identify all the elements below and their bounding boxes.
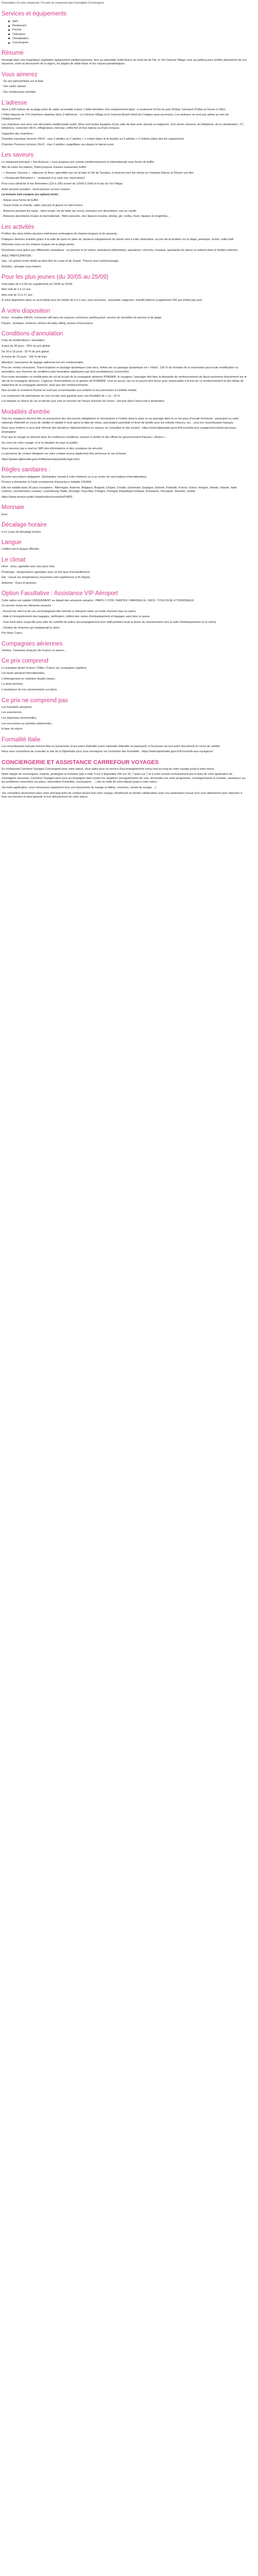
- paragraph: Pratiquez diverses activités grâce à la salle de sport en plein air, plusieurs équipements de sports sont à votre disposition, au prix de la location sur la plage, pétanque, tennis, volley-ball.: [2, 238, 234, 241]
- section: [2, 641, 248, 653]
- paragraph: Mini club de 3 à 12 ans: [2, 288, 31, 292]
- paragraph: Situé à 200 mètres de sa plage privé de sable accessible à pied. L'hôtel bénéficie d'un emplacement idéal : à seulement 10 km du port d'Olbia, l'aéroport d'Olbia se trouve à 15km.: [2, 108, 227, 111]
- section: [2, 737, 248, 754]
- paragraph: Profitez des deux belles piscines extérieures aménagées de chaises longues et de parasols.: [2, 232, 118, 236]
- paragraph: La demi-pension,: [2, 683, 24, 686]
- paragraph: Les maximums de participants sur nos circuits sont garantis avec une flexibilité de + ou - 10 %.: [2, 394, 121, 398]
- paragraph: Immergé dans une magnifique végétation typiquement méditerranéenne, face au splendide Golfe Aranci au nord-est de l'île, le Voi Colonna Village vous accueillera pour profiter pleinement de vos vacances, entre la découverte de la région, les plages de sable blanc et les criques paradisiaques.: [2, 58, 247, 66]
- paragraph: Volotea, Transavia, EasyJet, Air France ou autres...: [2, 649, 67, 652]
- section: [2, 658, 248, 692]
- paragraph: Prix base 2 pers: [2, 632, 22, 635]
- paragraph: - Fast track dans coupe-file pour aller du contrôle de police (accompagnement d'un staff pendant toute la durée du cheminement vers la salle d'embarquement ou le salon): [2, 620, 216, 624]
- paragraph: Les ressortissants français doivent être en possession d'une pièce d'identité (carte nationale d'identité ou passeport, à l'exclusion de tout autre document) en cours de validité.: [2, 744, 221, 748]
- section: [2, 224, 248, 253]
- section-heading: Résumé: [2, 50, 24, 57]
- paragraph: Activités : plongée sous-marine.: [2, 265, 42, 268]
- section: [2, 308, 248, 326]
- paragraph: L'hébergement en chambre double classic,: [2, 677, 56, 681]
- section-heading: Conditions d'annulation: [2, 331, 63, 337]
- section: [2, 72, 248, 95]
- section: [2, 698, 248, 732]
- paragraph: Les départs ou dîners du 1er et dernier jour sont en fonction de l'heure d'arrivée de l'avion : soit pris dans l'avion soit à destination.: [2, 400, 165, 403]
- paragraph: Nous vous conseillons de consulter le site de la Diplomatie pour vous renseigner sur l'évolution des formalités : https://www.diplomatie.gouv.fr/fr/conseils-aux-voyageurs/: [2, 750, 213, 754]
- service-item: Conciergerie: [8, 41, 248, 45]
- section: [2, 522, 248, 534]
- service-item: Piscine: [8, 28, 248, 32]
- paragraph: Au cours de votre voyage, et si la situation du pays le justifie :: [2, 442, 79, 445]
- section-heading: Le climat: [2, 556, 26, 563]
- paragraph: Pour vous rafraîchir le bar Belvedere (11h à 23h) ouvert de 11h00 à 1h00 et le bar du Voi Village.: [2, 182, 123, 185]
- paragraph: - « Restaurant Belvedere » : restaurant à la carte (sur réservation): [2, 177, 85, 180]
- paragraph: À votre disposition dans un local dédié pour les bébés de 0 à 2 ans, vous trouverez : poussette, baignoire, chauffe-biberon (supplément 25€ par enfant par jour).: [2, 299, 203, 302]
- paragraph: Détendez-vous sur les chaises longues de la plage privée.: [2, 243, 75, 247]
- section-heading: Les activités: [2, 224, 35, 231]
- section: [2, 759, 248, 800]
- paragraph: Vous recevrez par e-mail ou SMS des informations et des consignes de sécurité,: [2, 447, 103, 450]
- paragraph: En choisissant Carrefour Voyages Conciergerie pour votre séjour, vous optez pour un service d'accompagnement conçu tout au long de votre voyage jusqu'à votre retour.: [2, 767, 215, 771]
- paragraph: Pour les ventes exclusives, Travel Explorer et package dynamique (vols secs, hôtels sec ou package dynamique vol + hôtel) : 100 % du montant de la réservation pour toute modification ou annulation, aux réserves de conditions plus favorables appliquées par le(s) prestataire(s) concerné(s).: [2, 366, 238, 374]
- section-heading: Pour les plus jeunes (du 30/05 au 25/09): [2, 274, 109, 281]
- section: [2, 467, 248, 499]
- section-heading: Option Facultative : Assistance VIP Aéroport: [2, 590, 118, 597]
- section: [2, 255, 248, 269]
- intro-text: Description Ce prix comprend / Ce prix ne comprend pas Formalités Conciergerie: [2, 2, 104, 5]
- section-heading: Les saveurs: [2, 152, 34, 159]
- section-heading: Vous aimerez: [2, 71, 38, 78]
- paragraph: Attention, l'assurance de bagage optionnel est non remboursable.: [2, 361, 85, 364]
- paragraph: Automne : Doux et pluvieux: [2, 581, 37, 585]
- section-heading: Langue: [2, 539, 22, 546]
- section: [2, 331, 248, 404]
- section: [2, 539, 248, 552]
- paragraph: https://www.service-public.fr/particuliers/vosdroits/F4893: [2, 495, 72, 499]
- paragraph: - Sa vue panoramique sur la baie: [2, 79, 44, 83]
- section: [2, 504, 248, 517]
- paragraph: - Boissons pendant les repas : bière locale, vin de table (au verre), boissons non alcoolisées, eau en carafe.: [2, 209, 137, 213]
- paragraph: Divertissez-vous grâce aux différentes animations : en journée et en soirée, animations (débutants), spectacles, concerts, musique, spectacles de danse et cabaret dans le théâtre extérieur.: [2, 249, 239, 252]
- section-heading: Compagnies aériennes: [2, 640, 63, 647]
- paragraph: Payant : boutique, médecin, service de baby-sitting, bureau d'excursions.: [2, 321, 94, 325]
- section: [2, 557, 248, 586]
- paragraph: A moins de 15 jours : 100 % de frais: [2, 355, 47, 359]
- paragraph: Il n'y a pas de décalage horaire: [2, 530, 41, 534]
- content-sections: [2, 11, 248, 800]
- section: [2, 100, 248, 122]
- paragraph: De 30 à 15 jours : 50 % du prix global: [2, 350, 49, 353]
- paragraph: Cette option est valable UNIQUEMENT au départ des aéroports suivants : PARIS / LYON / NANTES / MARSEILLE / NICE / TOULOUSE ET BORDEAUX: [2, 599, 194, 602]
- paragraph: Afin de varier les plaisirs, l'hôtel propose d'autres restaurants buffet :: [2, 166, 88, 170]
- paragraph: AVEC PARTICIPATION :: [2, 254, 33, 258]
- paragraph: Pour que le voyage se déroule dans les meilleures conditions, pensez à vérifier le site officiel du gouvernement français « Ariane » :: [2, 436, 167, 439]
- paragraph: - Accueil du client et de son accompagnant dès l'arrivée à l'aéroport selon un mode d'arrivée (taxi ou autre): [2, 609, 136, 613]
- section-heading: Modalités d'entrée: [2, 409, 50, 415]
- paragraph: Les taxes aéroport internationales,: [2, 672, 45, 675]
- section: [2, 152, 248, 192]
- paragraph: La personne de contact désignée sur votre compte pourra également être prévenue le cas échéant.: [2, 452, 127, 456]
- paragraph: Ado-club de 13 à 17 ans: [2, 293, 33, 297]
- paragraph: Les chambres sont avec une décoration traditionnelle sarde. Elles sont toutes équipées d'une salle de bain avec douche ou baignoire, d'un sèche-cheveux, du téléphone, de la climatisation, TV, téléphone, connexion Wi-Fi, réfrigérateur, mini-bar, coffre-fort et d'un balcon ou d'une terrasse.: [2, 123, 244, 130]
- paragraph: Printemps : températures agréables avec un fort taux d'ensoleillement.: [2, 570, 90, 574]
- section: [2, 11, 248, 45]
- paragraph: Les assurances,: [2, 711, 23, 715]
- paragraph: Les excursions ou activités optionnelles,: [2, 722, 53, 725]
- section: [2, 590, 248, 635]
- paragraph: Capacités des chambres :: [2, 132, 35, 135]
- section-heading: Règles sanitaires :: [2, 467, 51, 473]
- section-heading: Formalité Italie: [2, 736, 41, 743]
- section-heading: Ce prix ne comprend pas: [2, 697, 68, 704]
- paragraph: Frais de modifications / annulation :: [2, 339, 46, 343]
- paragraph: Nous vous invitons à vous tenir informé des dernières réglementations en vigueur en consultant le site suivant : https://www.diplomatie.gouv.fr/fr/conseils-aux-voyageurs/conseils-par-pays-destination/: [2, 427, 237, 434]
- section-heading: Ce prix comprend: [2, 658, 49, 665]
- paragraph: Voisi baby de 0-2,99 (en supplément) du 15/05 au 25/09: [2, 282, 72, 286]
- section: [2, 274, 248, 297]
- paragraph: - Gestion de l'imprévu qui impliquerait le client: [2, 626, 60, 630]
- paragraph: L'assistance de nos représentants sur place.: [2, 688, 58, 691]
- paragraph: Hiver : doux, agréable avec des jours frais.: [2, 565, 56, 569]
- paragraph: Le restaurant principal « Sos Aranzos » vous propose une cuisine méditerranéenne et internationale sous forme de buffet.: [2, 160, 155, 164]
- paragraph: Elle est valable dans 30 pays européens : Allemagne, Autriche, Belgique, Bulgarie, Chypre, Croatie, Danemark, Espagne, Estonie, Finlande, France, Grèce, Hongrie, Irlande, Islande, Italie, Lettonie, Liechtenstein, Lituanie, Luxembourg, Malte, Norvège, Pays-Bas, Pologne, Portugal, République tchèque, Roumanie, Slovaquie, Slovénie, Suède.: [2, 486, 238, 494]
- section: [2, 193, 248, 219]
- paragraph: Aucune vaccination obligatoire. (Demandez conseil à votre médecin ou à un centre de vaccinations internationales).: [2, 475, 148, 479]
- section: [2, 123, 248, 147]
- paragraph: Les dépenses personnelles,: [2, 716, 37, 720]
- paragraph: - Son cadre naturel: [2, 85, 26, 89]
- paragraph: A plus de 30 jours : 35% du prix global: [2, 345, 50, 348]
- service-item: WiFi: [8, 20, 248, 24]
- paragraph: La formule tout compris (en option) inclut :: [2, 193, 60, 197]
- paragraph: L'hôtel dispose de 274 chambres réparties dans 2 bâtiments : Le Colonna Village et le Colonna Beach Hotel de 2 étages sans ascenseur. Les animaux ne sont pas admis au sein de l'établissement.: [2, 113, 229, 121]
- section-heading: L'adresse: [2, 99, 27, 106]
- paragraph: L'italien est la langue officielle.: [2, 548, 40, 551]
- paragraph: Pour toute annulation ou modification de vol de la part de la compagnie aérienne RYANAIR, le voyageur / passager doit faire la demande de remboursement de façon autonome directement sur le site de la compagnie aérienne. L'agence, l'intermédiaire ou le gestion de RYANAIR, n'est en aucun cas ou ne pourra être tenue pour responsable à la fois de ce remboursement et des délais de traitement de la compagnie aérienne, ainsi que des remboursements.: [2, 376, 247, 387]
- paragraph: Les transferts aéroports,: [2, 705, 33, 709]
- paragraph: Euro: [2, 513, 8, 516]
- paragraph: Ce service inclus les éléments suivants :: [2, 604, 53, 608]
- section: [2, 299, 248, 303]
- section: [2, 50, 248, 66]
- paragraph: Tous les voyageurs devront être en possession des documents obligatoires et nécessaires à l'entrée dans le pays ou au passage dans le ou les pays d'escale éventuels : passeport ou carte nationale d'identité en cours de validité et valable 6 mois après la date de retour, autorisation parentale et livret de famille pour les enfants mineurs, etc... pour les ressortissants français.: [2, 417, 239, 425]
- section: [2, 409, 248, 462]
- paragraph: - Ses nombreuses activités: [2, 91, 36, 94]
- section-heading: Monnaie: [2, 504, 25, 511]
- paragraph: la taxe de séjour.: [2, 727, 23, 731]
- paragraph: Nos circuits et croisières Russie ne sont pas recommandés aux enfants et aux personnes à mobilité réduite.: [2, 389, 137, 393]
- paragraph: - Snack froids et chauds, cafés, biscuits et glaces en self-service: [2, 204, 83, 208]
- service-item: Restaurant: [8, 24, 248, 28]
- service-item: Télévision: [8, 32, 248, 37]
- paragraph: Pensez à demander la Carte européenne d'assurance maladie (CEAM).: [2, 481, 92, 484]
- paragraph: - Aide à l'enregistrement des bagages, vérification, édition des cartes d'embarquement et bagages sans faire la queue: [2, 615, 150, 619]
- paragraph: Notre équipe de conciergerie, experte, privilégiée et humaine (par e-mail, 5 sur 5 disponible 24h sur 24, 7 jours sur 7 et à votre écoute exclusivement par le biais de votre application de messagerie sécurisée, Carrefour Voyages peut vous accompagner dans toutes les situations (enregistrement de vols, demandes sur votre programme, renseignements & conseils, assistance sur les problèmes rencontrés sur place, réservation d'activités, conciergerie ... ) dès la veille de votre départ jusqu'à votre retour.: [2, 773, 246, 784]
- paragraph: https://pastel.diplomatie.gouv.fr/fildariane/dyn/public/login.html: [2, 457, 79, 461]
- section-heading: À votre disposition: [2, 308, 50, 314]
- paragraph: - Boissons alcoolisées locales & internationals : Bière pression, vins liqueurs locales, whisky, gin, vodka, rhum, liqueurs & longdrinks…: [2, 215, 170, 218]
- services-list: [2, 20, 248, 45]
- section-heading: CONCIERGERIE ET ASSISTANCE CARREFOUR VOYAGES: [2, 759, 159, 766]
- paragraph: - « Terrazze Toscane » : déjeuner et dîner, splendide vue sur la baie et l'île de Tavolara, à réserver pour les clients en chambre Deluxe et Deluxe vue Mer: [2, 171, 194, 175]
- paragraph: Spa : Un grand centre dédié au bien-être du corps et de l'esprit : Piscine avec hydromassage.: [2, 260, 119, 263]
- paragraph: Été : chaud, les températures moyennes sont supérieures à 30 degrés: [2, 576, 90, 580]
- paragraph: Inclus : réception 24h/24, connexion wifi dans les espaces communs, parking privé, service de serviettes de piscine et de plage.: [2, 316, 163, 320]
- paragraph: - Repas sous forme de buffet: [2, 198, 38, 202]
- section-heading: Décalage horaire: [2, 522, 47, 529]
- paragraph: Le transport aérien France / Olbia / France sur compagnie régulière,: [2, 666, 87, 670]
- paragraph: Vos conseillers deviennent alors votre principal point de contact durant tout votre voyage, bénéficiant en étroite collaboration avec nos partenaires locaux d'un suivi attentionné pour répondre à tous vos besoins et ainsi garantir le bon déroulement de votre séjour.: [2, 791, 243, 799]
- paragraph: Chambre Premium (environ 26m²) : max 3 adultes, magnifique vue depuis le balcon privé.: [2, 143, 115, 146]
- page: [0, 0, 258, 800]
- section-heading: Services et équipements: [2, 10, 67, 17]
- paragraph: Autre pension possible : demi-pension ou tout compris: [2, 188, 70, 191]
- paragraph: Via notre application, vous retrouverez également tous vos documents de voyage (e-billets, vouchers, carnet de voyage ...).: [2, 786, 157, 790]
- service-item: Climatisation: [8, 37, 248, 41]
- paragraph: Chambre classique (environ 20m²) : max 3 adultes ou 2 adultes + 1 enfant (dans le lit double) ou 2 adultes + 2 enfants (dans des lits superposés): [2, 138, 184, 141]
